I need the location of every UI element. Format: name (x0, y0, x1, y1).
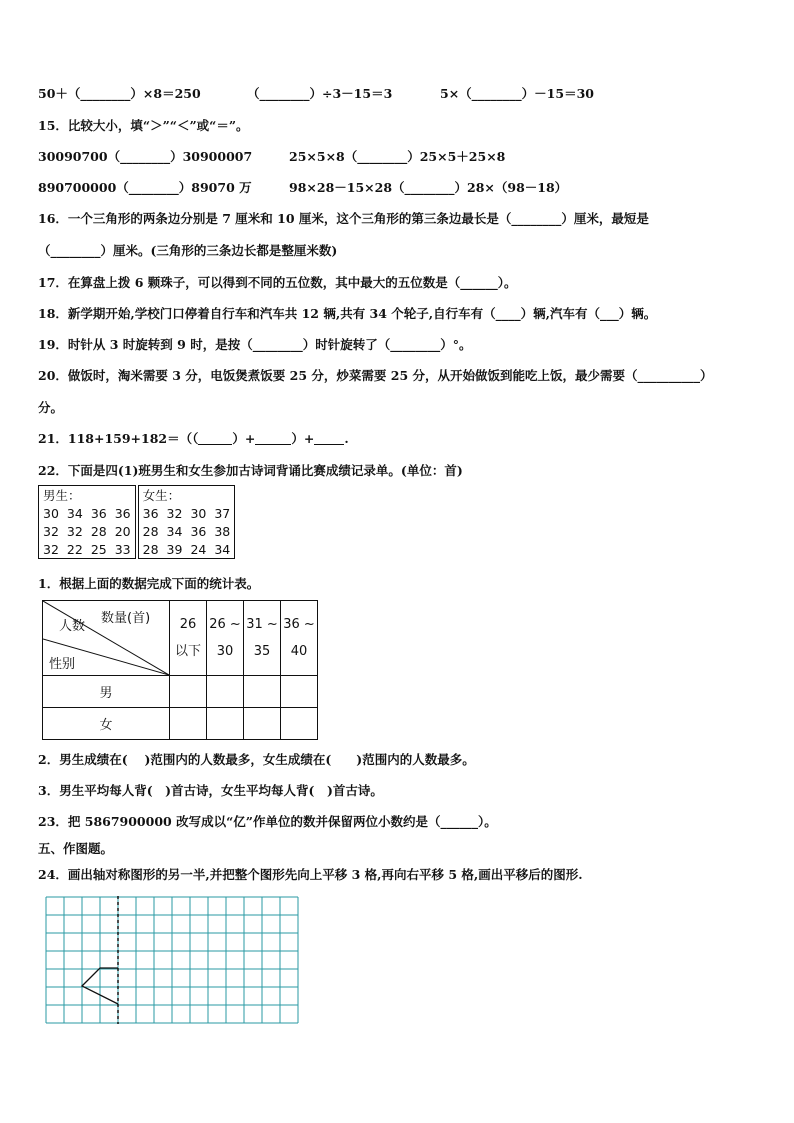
col-header: 31 ~ 35 (244, 601, 281, 676)
cell: 25 (90, 541, 107, 557)
table-row (39, 504, 136, 522)
row-label-girls: 女 (43, 708, 170, 740)
cell: 37 (214, 505, 231, 521)
cell: 33 (114, 541, 131, 557)
q22-task1: 1．根据上面的数据完成下面的统计表。 (38, 576, 260, 591)
q16-line1: 16．一个三角形的两条边分别是 7 厘米和 10 厘米，这个三角形的第三条边最长是（________）厘米，最短是 (38, 211, 649, 226)
cell: 30 (190, 505, 207, 521)
q21-prefix: 21．118+159+182＝（（ (38, 431, 199, 446)
q22-task3: 3．男生平均每人背( )首古诗，女生平均每人背( )首古诗。 (38, 783, 383, 798)
q15-r2b: 98×28－15×28（________）28×（98－18） (289, 180, 568, 195)
cell: 32 (66, 523, 83, 539)
q16-line2: （________）厘米。(三角形的三条边长都是整厘米数) (38, 243, 338, 258)
section-5-heading: 五、作图题。 (38, 841, 114, 856)
q24: 24．画出轴对称图形的另一半,并把整个图形先向上平移 3 格,再向右平移 5 格,画出平移后的图形. (38, 867, 583, 882)
q14-c: 5×（________）－15＝30 (440, 86, 594, 101)
cell: 36 (90, 505, 107, 521)
row-label-boys: 男 (43, 676, 170, 708)
table-row (138, 504, 235, 522)
q22-title: 22．下面是四(1)班男生和女生参加古诗词背诵比赛成绩记录单。(单位：首) (38, 463, 463, 478)
empty-cell[interactable] (170, 676, 207, 708)
q14-a: 50＋（________）×8＝250 (38, 86, 201, 101)
record-tables (38, 485, 235, 559)
table-row (39, 522, 136, 540)
table-row (138, 522, 235, 540)
cell: 36 (114, 505, 131, 521)
q21-mid1: ）+ (232, 431, 256, 446)
cell: 36 (190, 523, 207, 539)
empty-cell[interactable] (170, 708, 207, 740)
empty-cell[interactable] (281, 676, 318, 708)
q21-blank-3 (314, 432, 344, 445)
drawing-grid[interactable] (45, 896, 300, 1026)
q18: 18．新学期开始,学校门口停着自行车和汽车共 12 辆,共有 34 个轮子,自行车有（____）辆,汽车有（___）辆。 (38, 306, 657, 321)
table-row (39, 540, 136, 559)
empty-cell[interactable] (244, 676, 281, 708)
empty-cell[interactable] (207, 708, 244, 740)
boys-label: 男生： (43, 488, 81, 503)
cell: 28 (142, 541, 159, 557)
table-row (43, 708, 318, 740)
q14-b: （________）÷3－15＝3 (247, 86, 393, 101)
q15-title: 15．比较大小，填“＞”“＜”或“＝”。 (38, 118, 249, 133)
cell: 34 (66, 505, 83, 521)
q21-mid2: ）+ (291, 431, 315, 446)
diagonal-header (43, 601, 170, 676)
girls-label: 女生： (142, 488, 181, 503)
header-gender: 性别 (49, 657, 76, 672)
cell: 34 (214, 541, 231, 557)
q21 (38, 429, 349, 447)
q21-blank-2 (255, 432, 291, 445)
cell: 32 (166, 505, 183, 521)
q21-suffix: . (344, 431, 349, 446)
q23: 23．把 5867900000 改写成以“亿”作单位的数并保留两位小数约是（______）。 (38, 814, 497, 829)
cell: 28 (142, 523, 159, 539)
q21-blank-1 (198, 432, 232, 445)
cell: 34 (166, 523, 183, 539)
table-row (138, 540, 235, 559)
boys-record-table (38, 485, 136, 559)
col-header: 26 以下 (170, 601, 207, 676)
cell: 32 (43, 523, 59, 539)
header-qty: 数量(首) (101, 611, 151, 626)
col-header: 26 ~ 30 (207, 601, 244, 676)
q17: 17．在算盘上拨 6 颗珠子，可以得到不同的五位数，其中最大的五位数是（______）。 (38, 275, 517, 290)
cell: 24 (190, 541, 207, 557)
q22-task2: 2．男生成绩在( )范围内的人数最多，女生成绩在( )范围内的人数最多。 (38, 752, 475, 767)
stat-table (42, 600, 318, 740)
q19: 19．时针从 3 时旋转到 9 时，是按（________）时针旋转了（________）°。 (38, 337, 472, 352)
q15-r1a: 30090700（________）30900007 (38, 149, 253, 164)
q15-r2a: 890700000（________）89070 万 (38, 180, 252, 195)
q20-line1: 20．做饭时，淘米需要 3 分，电饭煲煮饭要 25 分，炒菜需要 25 分，从开始做饭到能吃上饭，最少需要（__________） (38, 368, 713, 383)
table-row (43, 676, 318, 708)
girls-record-table (138, 485, 236, 559)
q15-r1b: 25×5×8（________）25×5＋25×8 (289, 149, 506, 164)
empty-cell[interactable] (207, 676, 244, 708)
empty-cell[interactable] (244, 708, 281, 740)
col-header: 36 ~ 40 (281, 601, 318, 676)
q20-line2: 分。 (38, 400, 64, 415)
header-people: 人数 (59, 619, 86, 634)
cell: 38 (214, 523, 231, 539)
cell: 39 (166, 541, 183, 557)
cell: 22 (66, 541, 83, 557)
cell: 20 (114, 523, 131, 539)
cell: 28 (90, 523, 107, 539)
cell: 36 (142, 505, 159, 521)
empty-cell[interactable] (281, 708, 318, 740)
cell: 30 (43, 505, 59, 521)
cell: 32 (43, 541, 59, 557)
